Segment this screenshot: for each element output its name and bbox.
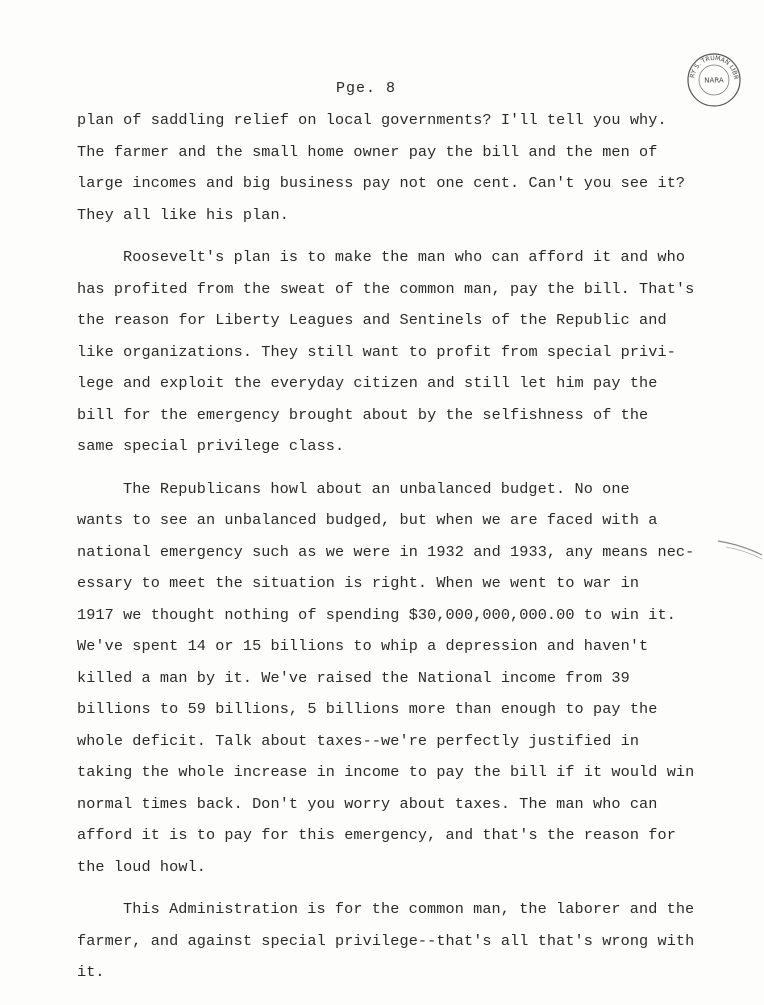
text-line: it. [77,963,105,981]
paragraph-gap [77,883,717,894]
paragraph [77,894,717,989]
text-line: bill for the emergency brought about by the selfishness of the [77,405,649,424]
text-line: large incomes and big business pay not one cent. Can't you see it? [77,174,686,192]
text-line: national emergency such as we were in 1932 and 1933, any means nec- [77,542,695,561]
page-header [0,80,764,97]
text-line: same special privilege class. [77,437,345,455]
text-line: billions to 59 billions, 5 billions more than enough to pay the [77,700,658,718]
stamp-top-text: RY S. TRUMAN LIBR [689,54,740,80]
text-line: wants to see an unbalanced budged, but when we are faced with a [77,511,658,529]
text-line: plan of saddling relief on local governments? I'll tell you why. [77,111,667,129]
text-line: whole deficit. Talk about taxes--we're perfectly justified in [77,731,640,750]
paragraph [77,242,717,463]
text-line: killed a man by it. We've raised the National income from 39 [77,668,630,687]
text-line: They all like his plan. [77,205,289,224]
stamp-center-text: NARA [704,76,724,85]
paragraph [77,474,717,884]
paragraph-gap [77,463,717,474]
archive-stamp-icon [686,52,742,108]
text-line: taking the whole increase in income to pay the bill if it would win [77,763,695,781]
paragraph [77,105,717,231]
paragraph-gap [77,231,717,242]
text-line: We've spent 14 or 15 billions to whip a depression and haven't [77,637,649,655]
text-line: like organizations. They still want to profit from special privi- [77,342,676,361]
text-line: normal times back. Don't you worry about taxes. The man who can [77,794,658,813]
text-line: the loud howl. [77,857,206,876]
text-line: The farmer and the small home owner pay the bill and the men of [77,142,658,161]
text-line: the reason for Liberty Leagues and Sentinels of the Republic and [77,311,667,329]
text-line: has profited from the sweat of the common man, pay the bill. That's [77,279,695,298]
text-line: The Republicans howl about an unbalanced budget. No one [123,479,630,498]
text-line: essary to meet the situation is right. When we went to war in [77,574,640,592]
text-line: This Administration is for the common man, the laborer and the [123,900,695,918]
page-number: Pge. 8 [335,80,396,97]
text-line: farmer, and against special privilege--that's all that's wrong with [77,931,695,950]
text-line: 1917 we thought nothing of spending $30,000,000,000.00 to win it. [77,605,676,624]
margin-mark-icon [716,535,764,575]
text-line: afford it is to pay for this emergency, and that's the reason for [77,826,676,844]
text-line: lege and exploit the everyday citizen and still let him pay the [77,374,658,392]
text-line: Roosevelt's plan is to make the man who can afford it and who [123,248,686,266]
document-body [77,105,717,989]
